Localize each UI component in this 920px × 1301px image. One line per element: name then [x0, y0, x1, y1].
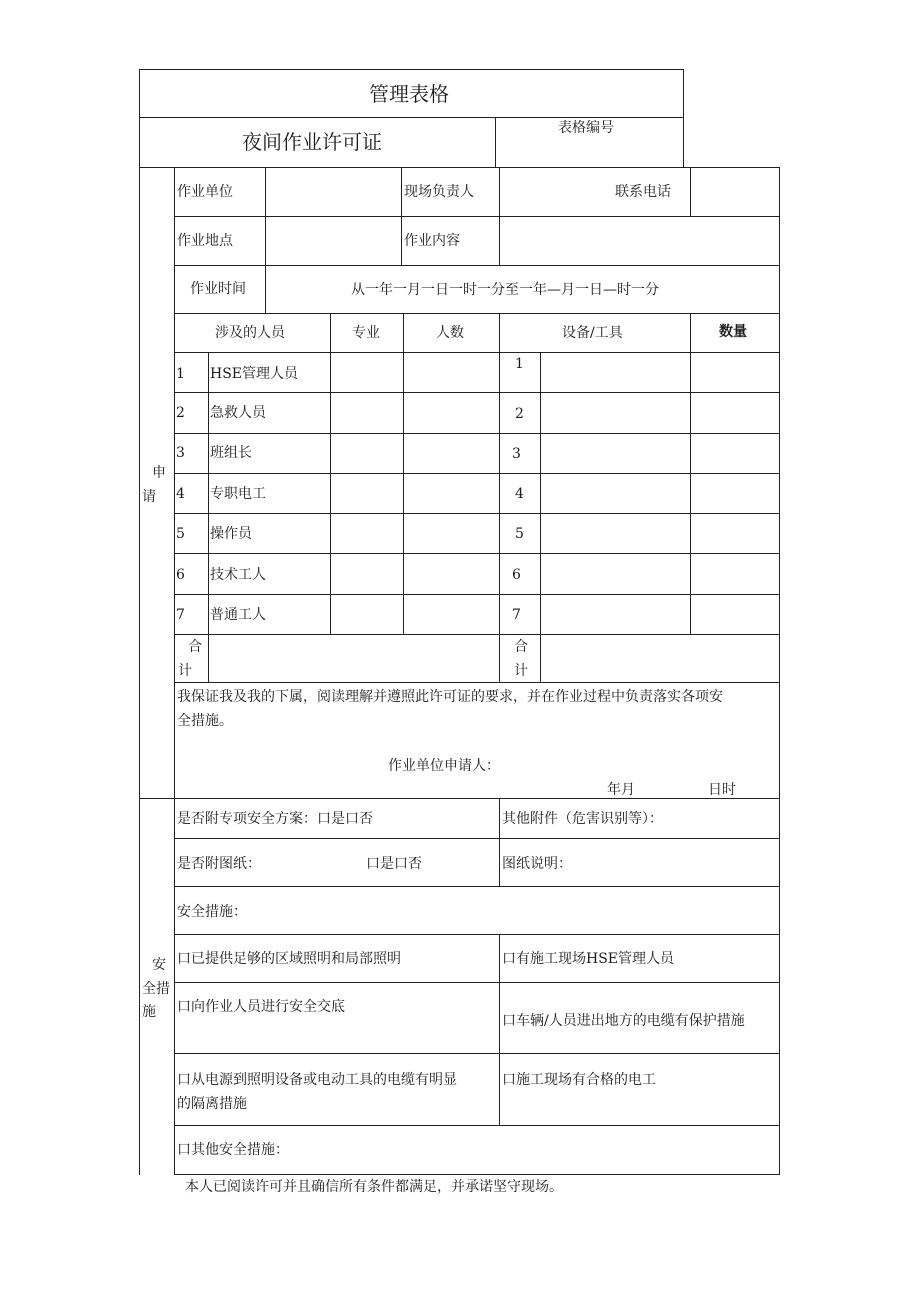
apply-section-label-1: 申 [152, 465, 166, 481]
table-row-role: 技术工人 [210, 567, 266, 583]
specialty-header: 专业 [352, 325, 380, 341]
measure-hse-checkbox[interactable]: 口有施工现场HSE管理人员 [502, 951, 675, 967]
quantity-header: 数量 [719, 324, 747, 340]
measure-cable-protection-checkbox[interactable]: 口车辆/人员进出地方的电缆有保护措施 [502, 1013, 745, 1029]
measure-lighting-checkbox[interactable]: 口已提供足够的区域照明和局部照明 [177, 951, 401, 967]
permit-name: 夜间作业许可证 [242, 130, 382, 154]
location-field[interactable] [268, 219, 398, 263]
measure-electrician-checkbox[interactable]: 口施工现场有合格的电工 [502, 1072, 656, 1088]
table-row-eq-no: 6 [512, 567, 521, 583]
total-label-1b: 计 [178, 663, 192, 679]
applicant-label: 作业单位申请人： [388, 758, 500, 774]
site-manager-label: 现场负责人 [404, 184, 474, 200]
table-row-no: 2 [176, 405, 185, 421]
drawing-description-label: 图纸说明： [502, 856, 572, 872]
table-row-role: 专职电工 [210, 486, 266, 502]
table-row-no: 1 [176, 366, 185, 382]
pledge-line-1: 我保证我及我的下属，阅读理解并遵照此许可证的要求，并在作业过程中负责落实各项安 [177, 689, 723, 705]
table-row-eq-no: 3 [512, 446, 521, 462]
table-row-eq-no: 4 [515, 486, 524, 502]
total-label-1a: 合 [188, 639, 202, 655]
table-row-role: HSE管理人员 [210, 366, 299, 382]
table-row-no: 6 [176, 567, 185, 583]
date-label-1: 年月 [607, 782, 635, 798]
work-unit-label: 作业单位 [177, 184, 233, 200]
applicant-signature-field[interactable] [530, 752, 770, 776]
measure-briefing-checkbox[interactable]: 口向作业人员进行安全交底 [177, 999, 345, 1015]
measure-isolation-line-2: 的隔离措施 [177, 1096, 247, 1112]
pledge-line-2: 全措施。 [177, 713, 233, 729]
safety-section-label-1: 安 [152, 957, 166, 973]
form-number-field[interactable] [505, 140, 675, 162]
time-label: 作业时间 [190, 281, 246, 297]
total-label-2b: 计 [514, 663, 528, 679]
time-value[interactable]: 从一年一月一日一时一分至一年—月一日—时一分 [351, 282, 659, 298]
footer-statement: 本人已阅读许可并且确信所有条件都满足，并承诺坚守现场。 [185, 1179, 563, 1195]
table-row-eq-no: 5 [515, 526, 524, 542]
drawing-label: 是否附图纸： [177, 856, 261, 872]
safety-section-label-2: 全措 [142, 981, 170, 997]
table-row-role: 操作员 [210, 526, 252, 542]
table-row-no: 3 [176, 445, 185, 461]
measure-isolation-checkbox[interactable]: 口从电源到照明设备或电动工具的电缆有明显 [177, 1072, 457, 1088]
date-label-2: 日时 [708, 782, 736, 798]
form-number-label: 表格编号 [558, 120, 614, 136]
form-title: 管理表格 [369, 82, 449, 106]
content-field[interactable] [502, 219, 777, 263]
personnel-header: 涉及的人员 [215, 325, 285, 341]
measures-label: 安全措施： [177, 904, 247, 920]
table-row-eq-no: 7 [512, 607, 521, 623]
table-row-eq-no: 1 [515, 356, 524, 372]
table-row-role: 班组长 [210, 445, 252, 461]
work-unit-field[interactable] [268, 170, 398, 214]
other-attachments-label: 其他附件（危害识别等）： [502, 811, 663, 827]
table-row-no: 5 [176, 526, 185, 542]
table-row-role: 急救人员 [210, 405, 266, 421]
site-manager-field[interactable] [502, 170, 602, 214]
phone-field[interactable] [693, 170, 777, 214]
table-row-no: 4 [176, 486, 185, 502]
table-row-no: 7 [176, 607, 185, 623]
apply-section-label-2: 请 [142, 489, 156, 505]
measure-other-checkbox[interactable]: 口其他安全措施： [177, 1142, 289, 1158]
count-header: 人数 [436, 325, 464, 341]
table-row-eq-no: 2 [515, 406, 524, 422]
location-label: 作业地点 [177, 233, 233, 249]
table-row-role: 普通工人 [210, 607, 266, 623]
phone-label: 联系电话 [615, 184, 671, 200]
special-plan-checkbox[interactable]: 是否附专项安全方案：口是口否 [177, 811, 373, 827]
equipment-header: 设备/工具 [562, 325, 623, 341]
drawing-checkbox[interactable]: 口是口否 [366, 856, 422, 872]
total-label-2a: 合 [514, 639, 528, 655]
safety-section-label-3: 施 [142, 1004, 156, 1020]
content-label: 作业内容 [404, 233, 460, 249]
